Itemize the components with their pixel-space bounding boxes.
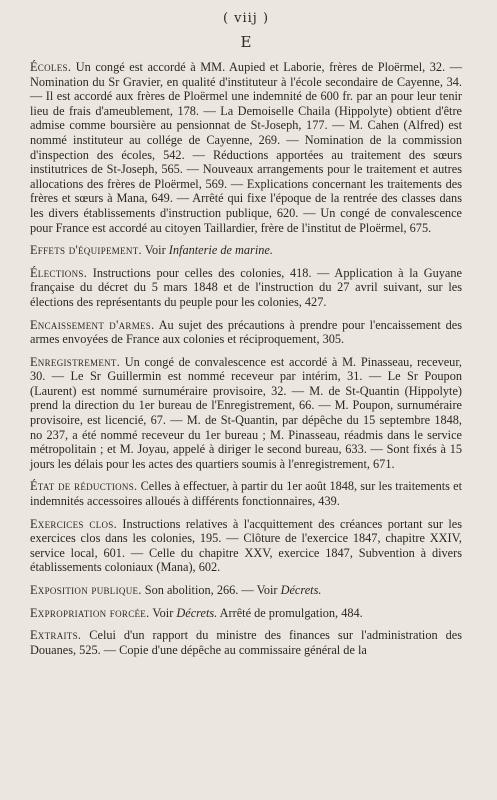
index-entry-extraits: [30, 628, 462, 657]
entry-text: Au sujet des précautions à prendre pour l'encaissement des armes envoyées de France aux colonies et réciproquement, 305.: [30, 317, 463, 347]
entry-text: Voir: [141, 243, 169, 258]
entry-text: Un congé de convalescence est accordé à M. Pinasseau, receveur, 30. — Le Sr Guillermin est nommé receveur par intérim, 31. — Le Sr Poupon (Laurent) est nommé surnuméraire provisoire, 32. — M. de St-Quantin (Hippolyte) prend la direction du 1er bureau de l'Enregistrement, 66. — M. Poupon, surnuméraire provisoire, est licencié, 67. — M. de St-Quantin, par dépêche du 15 septembre 1848, no 237, a été nommé receveur du 1er bureau ; M. Pinasseau, réadmis dans le service métropolitain ; et M. Joyau, appelé à diriger le second bureau, 633. — Sont fixés à 15 jours les délais pour les actes des quartiers soumis à l'enregistrement, 671.: [30, 354, 462, 471]
index-entry-expropriation: [30, 606, 462, 621]
index-entry-exposition: [30, 583, 462, 598]
entry-text: Instructions relatives à l'acquittement des créances portant sur les exercices clos dans les colonies, 195. — Clôture de l'exercice 1847, chapitre XXIV, service local, 601. — Celle du chapitre XXV, exercice 1847, Subvention à divers établissements coloniaux (Mana), 602.: [30, 516, 462, 575]
entry-term: Écoles.: [30, 60, 72, 74]
entry-term: Effets d'équipement.: [30, 243, 142, 258]
entry-text: Celles à effectuer, à partir du 1er août 1848, sur les traitements et indemnités accessoires alloués à différents fonctionnaires, 439.: [30, 479, 462, 509]
entry-crossref: Décrets.: [176, 605, 218, 620]
index-entry-elections: [30, 266, 462, 310]
entry-text: Voir: [149, 605, 177, 620]
page-number: ( viij ): [222, 11, 270, 26]
entry-text: Instructions pour celles des colonies, 418. — Application à la Guyane française du décret du 5 mars 1848 et de l'instruction du 27 avril suivant, sur les élections des représentants du peuple pour les colonies, 427.: [30, 265, 462, 309]
index-entry-etat-reductions: [30, 479, 462, 508]
entry-term: Élections.: [30, 265, 88, 280]
entry-term: Exposition publique.: [30, 583, 142, 597]
entry-term: Extraits.: [30, 628, 82, 643]
entry-tail: Arrêté de promulgation, 484.: [217, 605, 363, 620]
entry-term: Exercices clos.: [30, 516, 117, 531]
entry-text: Un congé est accordé à MM. Aupied et Laborie, frères de Ploërmel, 32. — Nomination du Sr Gravier, en qualité d'instituteur à l'école secondaire de Cayenne, 34. — Il est accordé aux frères de Ploërmel une indemnité de 600 fr. par an pour leur tenir lieu de frais d'ameublement, 178. — La Demoiselle Chaila (Hippolyte) obtient d'être admise comme boursière au pensionnat de St-Joseph, 177. — M. Cahen (Alfred) est nommé instituteur au collége de Cayenne, 269. — Nomination de la commission d'inspection des écoles, 542. — Réductions apportées au traitement des sœurs institutrices de St-Joseph, 565. — Nouveaux arrangements pour le traitement et autres allocations des frères de Ploërmel, 569. — Explications concernant les traitements des frères et sœurs à Mana, 649. — Arrêté qui fixe l'époque de la rentrée des classes dans les divers établissements d'instruction publique, 620. — Un congé de convalescence pour France est accordé au citoyen Taillardier, frère de l'institut de Ploërmel, 675.: [30, 60, 462, 235]
index-entry-effets: [30, 243, 462, 258]
index-entry-exercices-clos: [30, 517, 462, 575]
entry-term: État de réductions.: [30, 479, 138, 494]
index-entry-encaissement: [30, 318, 462, 347]
index-entries: [30, 60, 462, 657]
entry-text: Son abolition, 266. — Voir: [141, 583, 281, 597]
index-entry-ecoles: [30, 60, 462, 235]
entry-crossref: Décrets.: [280, 583, 322, 597]
entry-term: Enregistrement.: [30, 354, 121, 369]
entry-term: Expropriation forcée.: [30, 605, 150, 620]
entry-term: Encaissement d'armes.: [30, 317, 155, 332]
section-letter: E: [240, 33, 252, 51]
entry-text: Celui d'un rapport du ministre des finances sur l'administration des Douanes, 525. — Copie d'une dépêche au commissaire général de la: [30, 628, 462, 657]
index-entry-enregistrement: [30, 355, 462, 472]
entry-crossref: Infanterie de marine.: [168, 243, 273, 258]
